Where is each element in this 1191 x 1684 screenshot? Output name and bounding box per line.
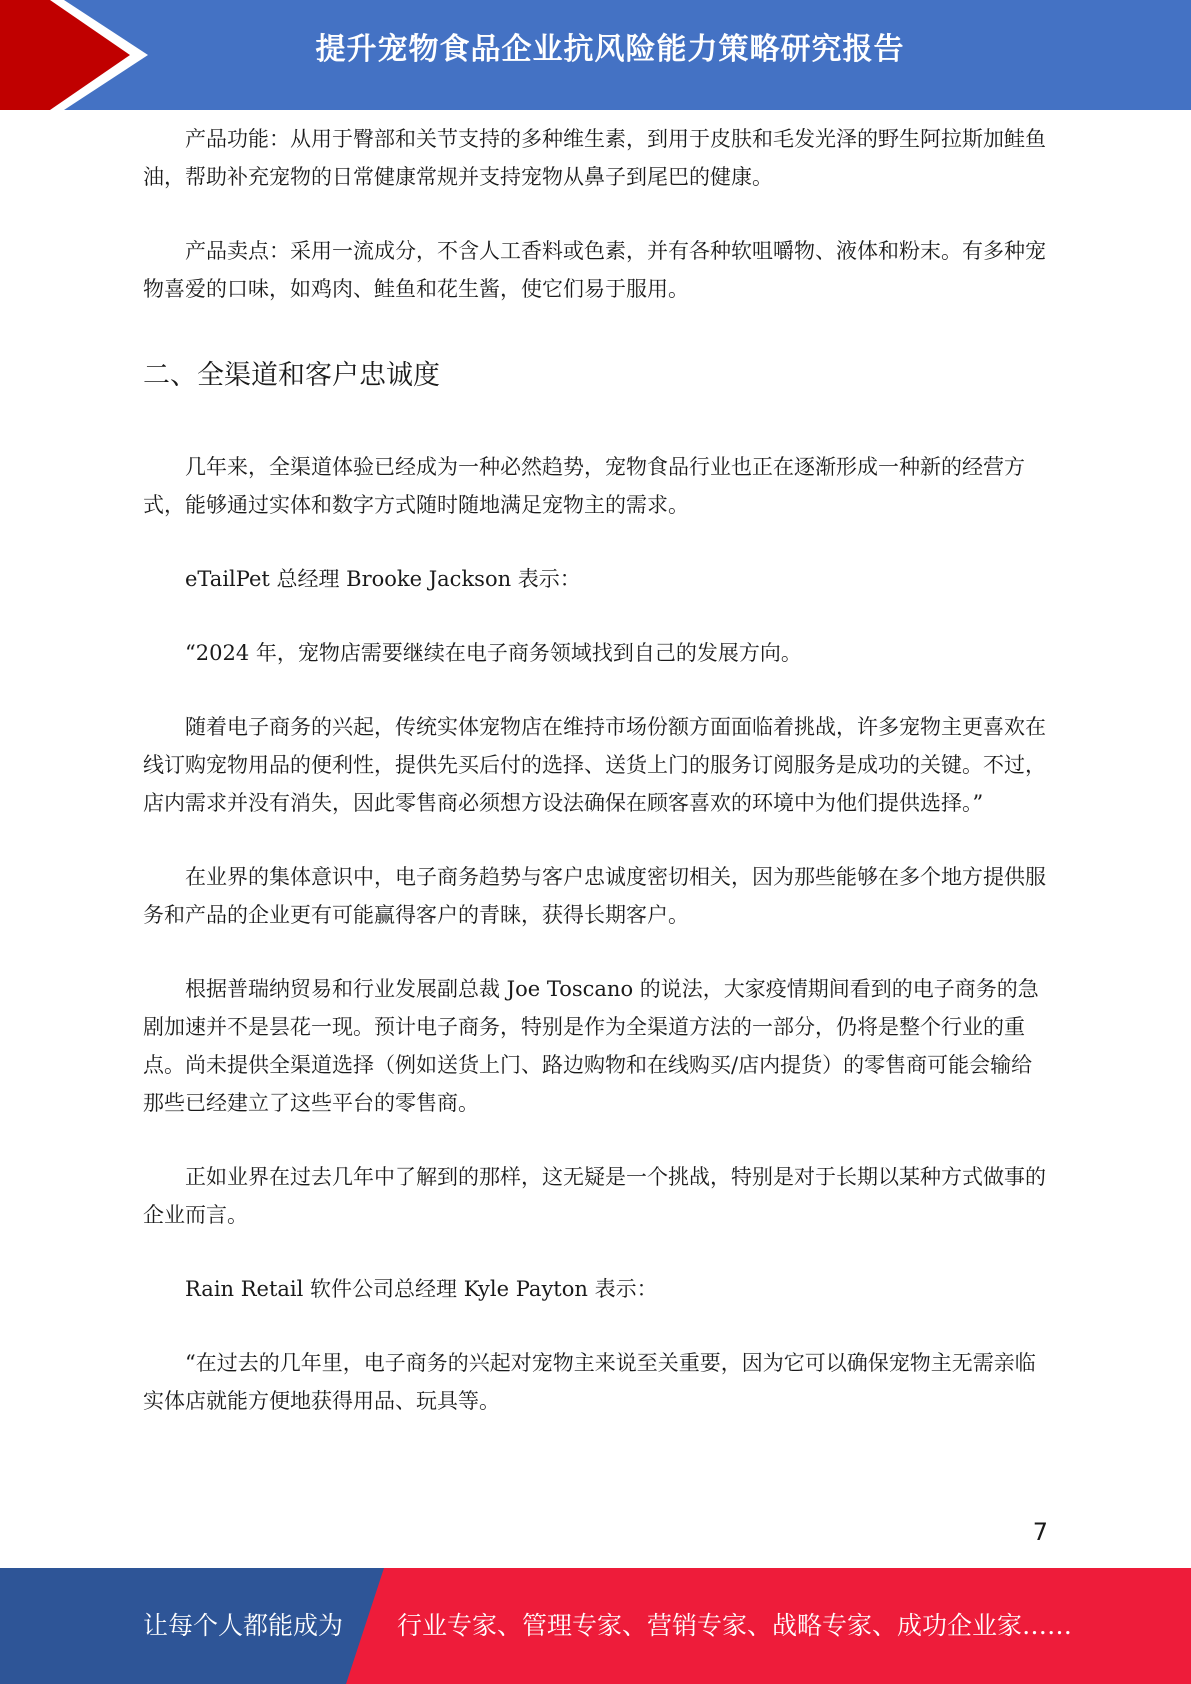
document-body (143, 120, 1048, 1420)
paragraph-industry-challenge: 正如业界在过去几年中了解到的那样，这无疑是一个挑战，特别是对于长期以某种方式做事的企业而言。 (143, 1165, 1046, 1227)
paragraph-ecommerce-rise: 随着电子商务的兴起，传统实体宠物店在维持市场份额方面面临着挑战，许多宠物主更喜欢在线订购宠物用品的便利性，提供先买后付的选择、送货上门的服务订阅服务是成功的关键。不过，店内需求并没有消失，因此零售商必须想方设法确保在顾客喜欢的环境中为他们提供选择。” (143, 715, 1046, 815)
paragraph-customer-loyalty: 在业界的集体意识中，电子商务趋势与客户忠诚度密切相关，因为那些能够在多个地方提供服务和产品的企业更有可能赢得客户的青睐，获得长期客户。 (143, 865, 1046, 927)
paragraph-etailpet-intro: eTailPet 总经理 Brooke Jackson 表示： (185, 567, 581, 591)
paragraph-quote-2024: “2024 年，宠物店需要继续在电子商务领域找到自己的发展方向。 (185, 641, 802, 665)
paragraph-product-function: 产品功能：从用于臀部和关节支持的多种维生素，到用于皮肤和毛发光泽的野生阿拉斯加鲑鱼油，帮助补充宠物的日常健康常规并支持宠物从鼻子到尾巴的健康。 (143, 127, 1046, 189)
footer-slogan-right: 行业专家、管理专家、营销专家、战略专家、成功企业家…… (397, 1611, 1073, 1640)
page-number: 7 (1032, 1518, 1048, 1546)
page-header (0, 0, 1191, 110)
paragraph-rain-retail-intro: Rain Retail 软件公司总经理 Kyle Payton 表示： (185, 1277, 658, 1301)
page-footer (0, 1568, 1191, 1684)
paragraph-selling-points: 产品卖点：采用一流成分，不含人工香料或色素，并有各种软咀嚼物、液体和粉末。有多种宠物喜爱的口味，如鸡肉、鲑鱼和花生酱，使它们易于服用。 (143, 239, 1046, 301)
paragraph-purina-view: 根据普瑞纳贸易和行业发展副总裁 Joe Toscano 的说法，大家疫情期间看到的电子商务的急剧加速并不是昙花一现。预计电子商务，特别是作为全渠道方法的一部分，仍将是整个行业的重点。尚未提供全渠道选择（例如送货上门、路边购物和在线购买/店内提货）的零售商可能会输给那些已经建立了这些平台的零售商。 (143, 977, 1039, 1115)
paragraph-rain-retail-quote: “在过去的几年里，电子商务的兴起对宠物主来说至关重要，因为它可以确保宠物主无需亲临实体店就能方便地获得用品、玩具等。 (143, 1351, 1036, 1413)
document-title: 提升宠物食品企业抗风险能力策略研究报告 (315, 32, 905, 67)
footer-slogan-left: 让每个人都能成为 (143, 1611, 344, 1640)
paragraph-omnichannel-trend: 几年来，全渠道体验已经成为一种必然趋势，宠物食品行业也正在逐渐形成一种新的经营方式，能够通过实体和数字方式随时随地满足宠物主的需求。 (143, 455, 1025, 517)
section-heading: 二、全渠道和客户忠诚度 (143, 360, 440, 391)
